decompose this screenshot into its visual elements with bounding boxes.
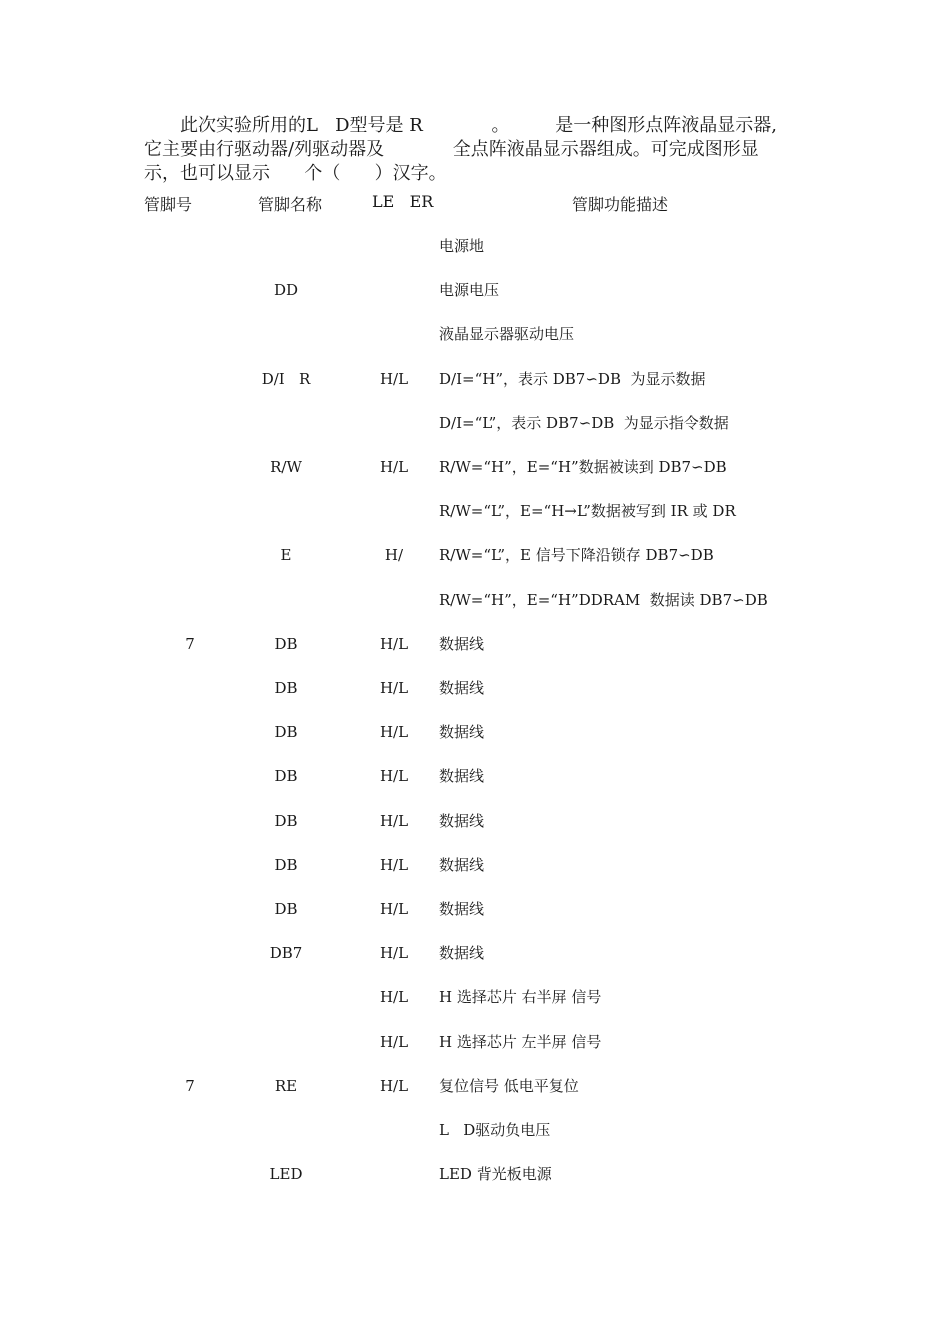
level-cell: H/L bbox=[379, 856, 409, 874]
description-cell: R/W=“H”，E=“H”数据被读到 DB7∽DB bbox=[439, 458, 727, 476]
description-cell: 数据线 bbox=[439, 900, 485, 918]
header-pin-name: 管脚名称 bbox=[258, 195, 323, 214]
table-row bbox=[0, 322, 950, 346]
intro-paragraph bbox=[144, 114, 824, 186]
pin-name-cell: DD bbox=[273, 281, 299, 299]
description-cell: 数据线 bbox=[439, 679, 485, 697]
pin-name-cell: DB bbox=[274, 679, 298, 697]
header-description: 管脚功能描述 bbox=[572, 195, 669, 214]
table-row bbox=[0, 367, 950, 391]
description-cell: 数据线 bbox=[439, 944, 485, 962]
level-cell: H/L bbox=[379, 723, 409, 741]
table-row bbox=[0, 809, 950, 833]
level-cell: H/L bbox=[379, 767, 409, 785]
header-pin-number: 管脚号 bbox=[144, 195, 193, 214]
table-row bbox=[0, 234, 950, 258]
description-cell: D/I=“H”，表示 DB7∽DB 为显示数据 bbox=[439, 370, 706, 388]
pin-name-cell: DB7 bbox=[269, 944, 303, 962]
level-cell: H/L bbox=[379, 679, 409, 697]
description-cell: 数据线 bbox=[439, 635, 485, 653]
table-row bbox=[0, 676, 950, 700]
description-cell: 复位信号 低电平复位 bbox=[439, 1077, 579, 1095]
pin-name-cell: D/I R bbox=[261, 370, 311, 388]
description-cell: 数据线 bbox=[439, 723, 485, 741]
pin-name-cell: E bbox=[280, 546, 292, 564]
intro-line: 示，也可以显示 个（ ）汉字。 bbox=[144, 163, 447, 184]
table-row bbox=[0, 764, 950, 788]
description-cell: R/W=“L”，E=“H→L”数据被写到 IR 或 DR bbox=[439, 502, 736, 520]
pin-name-cell: DB bbox=[274, 900, 298, 918]
intro-line: 此次实验所用的L D型号是 R 。 是一种图形点阵液晶显示器, bbox=[180, 115, 777, 136]
pin-name-cell: R/W bbox=[270, 458, 302, 476]
description-cell: LED 背光板电源 bbox=[439, 1165, 552, 1183]
description-cell: 液晶显示器驱动电压 bbox=[439, 325, 575, 343]
description-cell: 数据线 bbox=[439, 856, 485, 874]
level-cell: H/L bbox=[379, 988, 409, 1006]
description-cell: L D驱动负电压 bbox=[439, 1121, 551, 1139]
pin-number-cell: 7 bbox=[185, 635, 195, 653]
table-row bbox=[0, 1074, 950, 1098]
table-row bbox=[0, 455, 950, 479]
pin-number-cell: 7 bbox=[185, 1077, 195, 1095]
level-cell: H/L bbox=[379, 812, 409, 830]
level-cell: H/L bbox=[379, 458, 409, 476]
table-row bbox=[0, 278, 950, 302]
table-row bbox=[0, 588, 950, 612]
pin-name-cell: DB bbox=[274, 856, 298, 874]
description-cell: R/W=“L”，E 信号下降沿锁存 DB7∽DB bbox=[439, 546, 714, 564]
description-cell: 电源地 bbox=[439, 237, 485, 255]
table-row bbox=[0, 1118, 950, 1142]
pin-name-cell: DB bbox=[274, 767, 298, 785]
table-row bbox=[0, 720, 950, 744]
table-row bbox=[0, 1162, 950, 1186]
table-row bbox=[0, 853, 950, 877]
pin-name-cell: DB bbox=[274, 723, 298, 741]
table-row bbox=[0, 1030, 950, 1054]
level-cell: H/L bbox=[379, 370, 409, 388]
pin-name-cell: RE bbox=[274, 1077, 298, 1095]
description-cell: H 选择芯片 左半屏 信号 bbox=[439, 1033, 602, 1051]
level-cell: H/L bbox=[379, 900, 409, 918]
table-row bbox=[0, 897, 950, 921]
level-cell: H/L bbox=[379, 635, 409, 653]
pin-name-cell: DB bbox=[274, 635, 298, 653]
header-level: LE ER bbox=[372, 192, 434, 211]
pin-name-cell: LED bbox=[269, 1165, 303, 1183]
description-cell: D/I=“L”，表示 DB7∽DB 为显示指令数据 bbox=[439, 414, 729, 432]
description-cell: H 选择芯片 右半屏 信号 bbox=[439, 988, 602, 1006]
table-row bbox=[0, 941, 950, 965]
description-cell: 电源电压 bbox=[439, 281, 500, 299]
table-row bbox=[0, 543, 950, 567]
level-cell: H/L bbox=[379, 944, 409, 962]
level-cell: H/ bbox=[384, 546, 404, 564]
intro-line: 它主要由行驱动器/列驱动器及 全点阵液晶显示器组成。可完成图形显 bbox=[144, 139, 759, 160]
level-cell: H/L bbox=[379, 1033, 409, 1051]
description-cell: 数据线 bbox=[439, 812, 485, 830]
table-row bbox=[0, 411, 950, 435]
pin-name-cell: DB bbox=[274, 812, 298, 830]
description-cell: 数据线 bbox=[439, 767, 485, 785]
table-row bbox=[0, 632, 950, 656]
table-row bbox=[0, 499, 950, 523]
level-cell: H/L bbox=[379, 1077, 409, 1095]
description-cell: R/W=“H”，E=“H”DDRAM 数据读 DB7∽DB bbox=[439, 591, 768, 609]
table-row bbox=[0, 985, 950, 1009]
